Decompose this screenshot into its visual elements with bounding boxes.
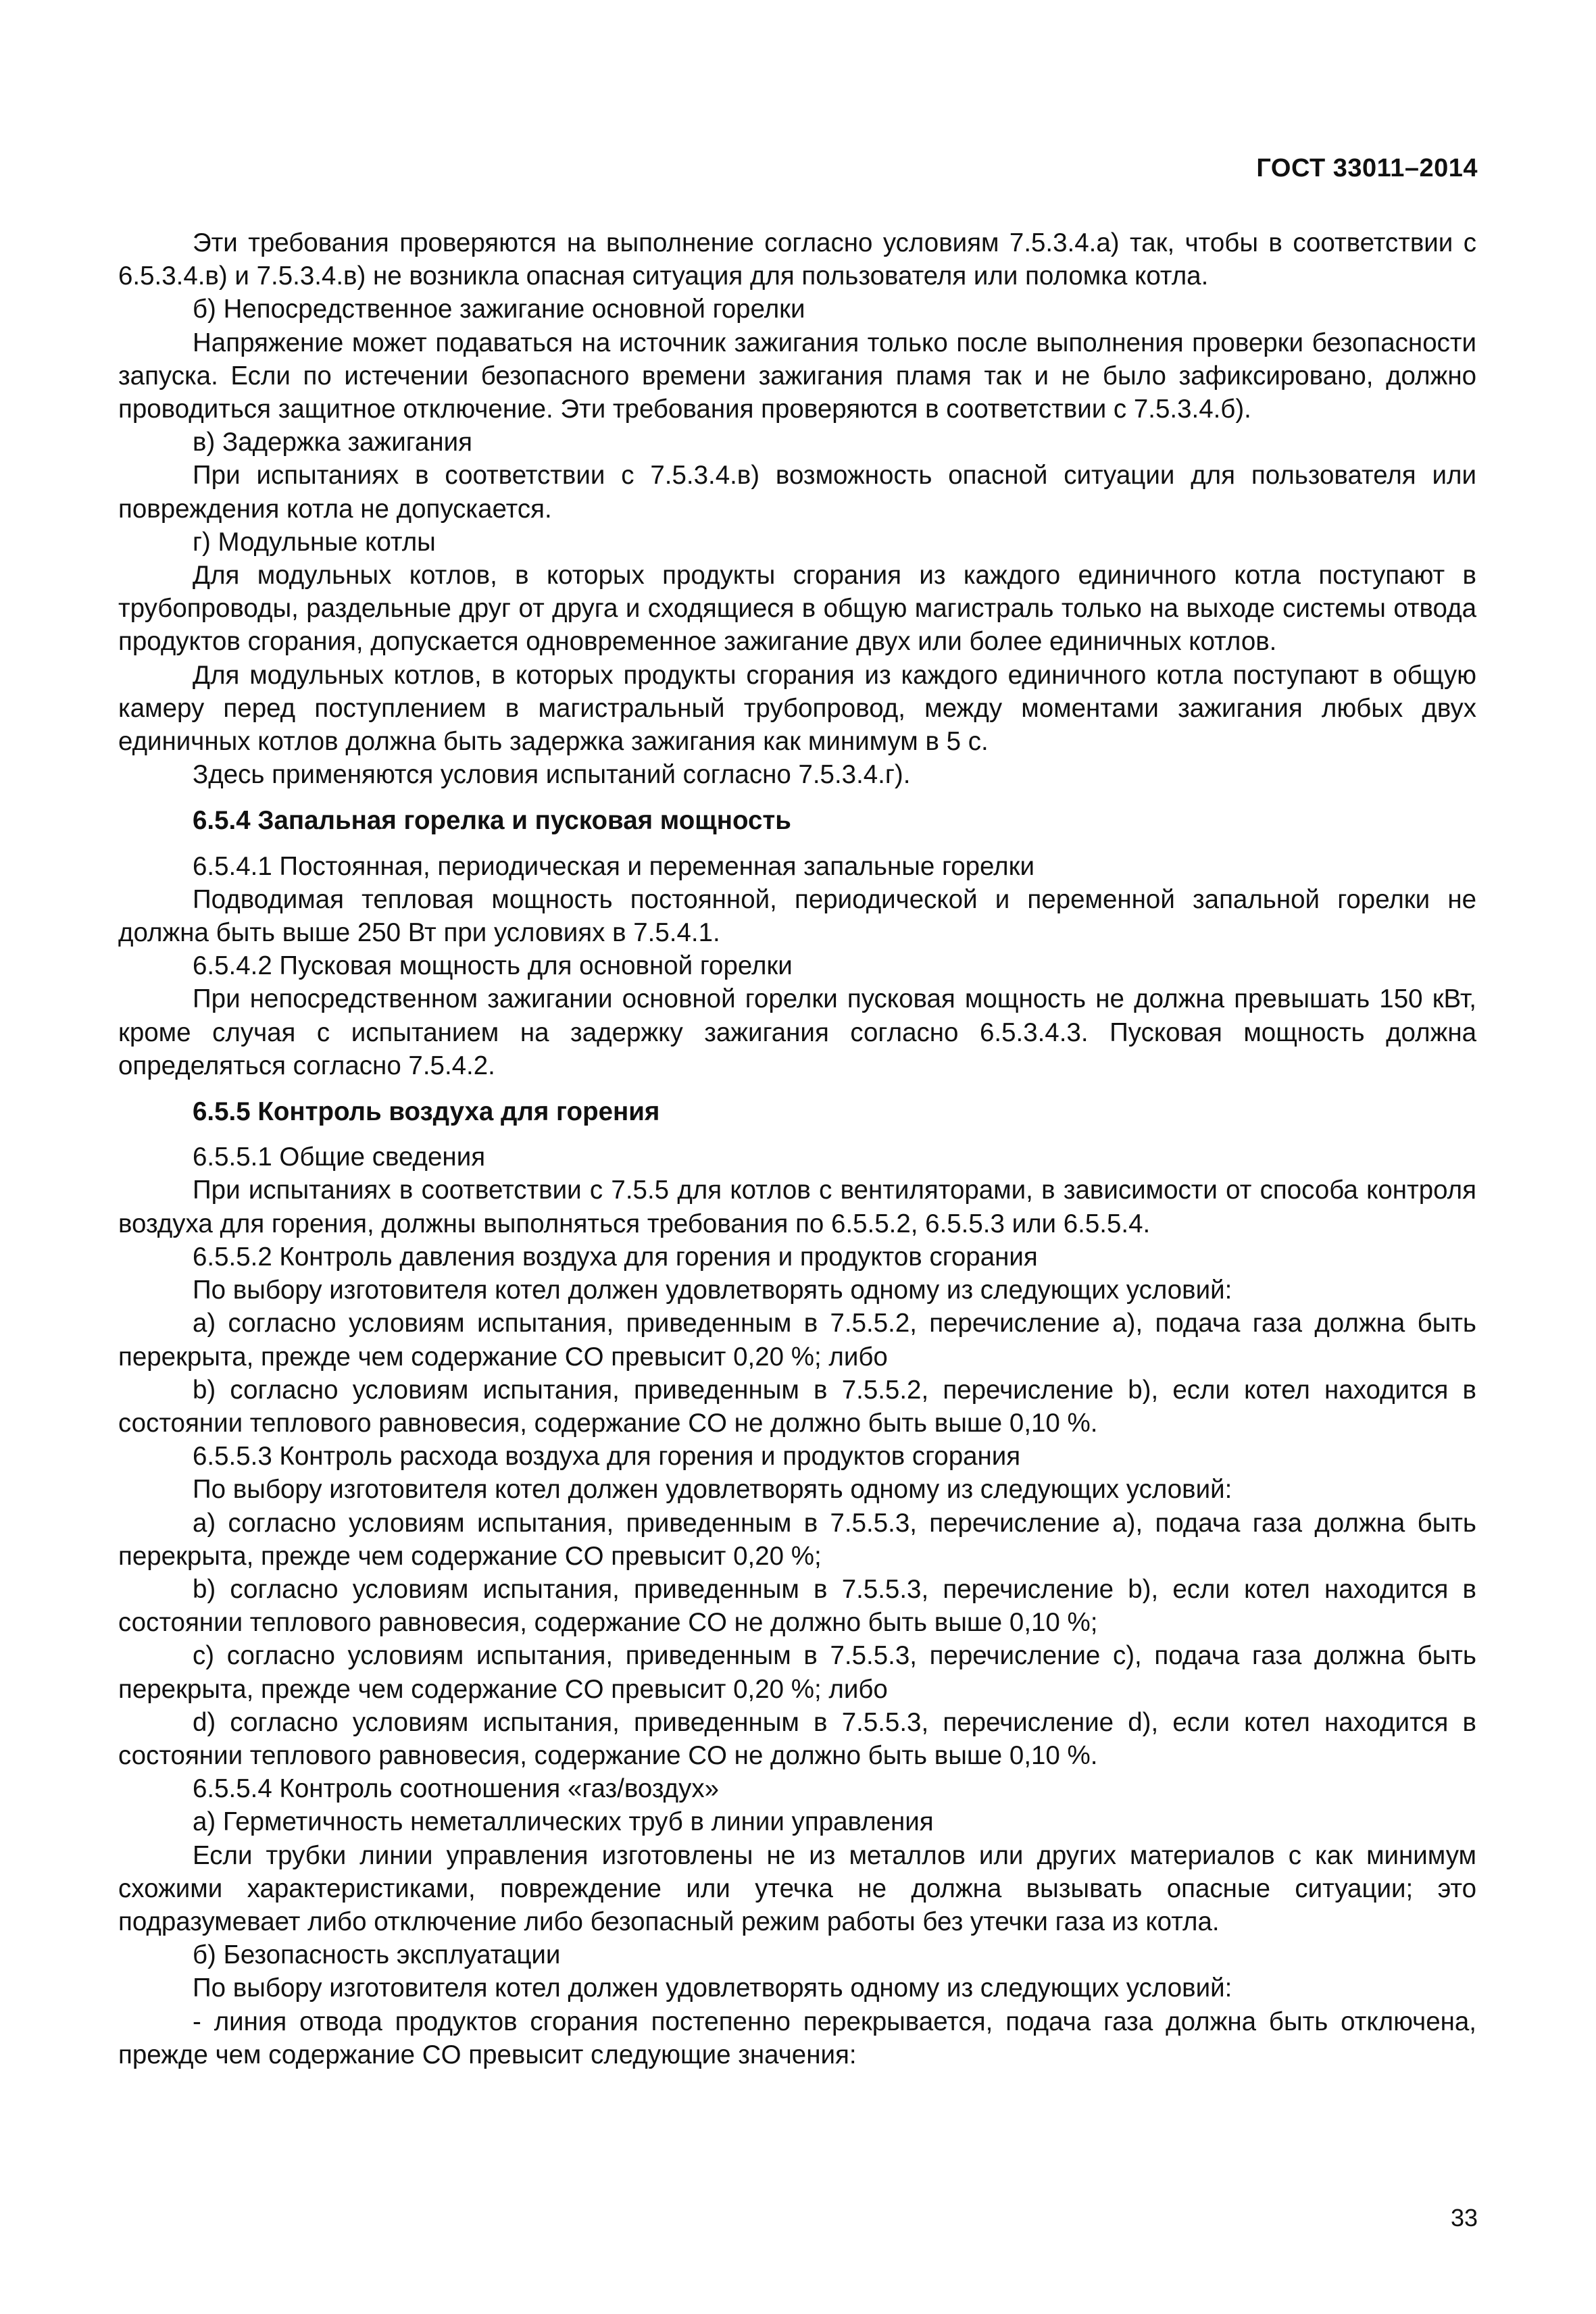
paragraph: Подводимая тепловая мощность постоянной, периодической и переменной запальной горелки не должна быть выше 250 Вт при условиях в 7.5.4.1. xyxy=(118,884,1476,948)
section-heading-6-5-5: 6.5.5 Контроль воздуха для горения xyxy=(193,1097,660,1127)
paragraph: а) Герметичность неметаллических труб в линии управления xyxy=(193,1807,934,1837)
paragraph: При испытаниях в соответствии с 7.5.3.4.в) возможность опасной ситуации для пользователя или повреждения котла не допускается. xyxy=(118,461,1476,524)
paragraph: 6.5.5.4 Контроль соотношения «газ/воздух» xyxy=(193,1774,720,1804)
section-heading-6-5-4: 6.5.4 Запальная горелка и пусковая мощность xyxy=(193,806,791,836)
standard-code-header: ГОСТ 33011–2014 xyxy=(1256,154,1478,182)
paragraph: 6.5.5.1 Общие сведения xyxy=(193,1142,486,1172)
paragraph: в) Задержка зажигания xyxy=(193,428,473,457)
paragraph: - линия отвода продуктов сгорания постепенно перекрывается, подача газа должна быть отключена, прежде чем содержание CO превысит следующие значения: xyxy=(118,2007,1476,2069)
paragraph: Для модульных котлов, в которых продукты сгорания из каждого единичного котла поступают в трубопроводы, раздельные друг от друга и сходящиеся в общую магистраль только на выходе системы отвода продуктов сгорания, допускается одновременное зажигание двух или более единичных котлов. xyxy=(118,561,1476,657)
document-body xyxy=(118,226,1476,2071)
paragraph: При непосредственном зажигании основной горелки пусковая мощность не должна превышать 150 кВт, кроме случая с испытанием на задержку зажигания согласно 6.5.3.4.3. Пусковая мощность должна определяться согласно 7.5.4.2. xyxy=(118,984,1476,1080)
paragraph: c) согласно условиям испытания, приведенным в 7.5.5.3, перечисление c), подача газа должна быть перекрыта, прежде чем содержание CO превысит 0,20 %; либо xyxy=(118,1641,1476,1704)
paragraph: a) согласно условиям испытания, приведенным в 7.5.5.3, перечисление a), подача газа должна быть перекрыта, прежде чем содержание CO превысит 0,20 %; xyxy=(118,1508,1476,1571)
paragraph: b) согласно условиям испытания, приведенным в 7.5.5.3, перечисление b), если котел находится в состоянии теплового равновесия, содержание CO не должно быть выше 0,10 %; xyxy=(118,1574,1476,1638)
paragraph: 6.5.5.2 Контроль давления воздуха для горения и продуктов сгорания xyxy=(193,1242,1038,1272)
paragraph: a) согласно условиям испытания, приведенным в 7.5.5.2, перечисление a), подача газа должна быть перекрыта, прежде чем содержание CO превысит 0,20 %; либо xyxy=(118,1309,1476,1372)
paragraph: По выбору изготовителя котел должен удовлетворять одному из следующих условий: xyxy=(193,1276,1232,1305)
paragraph: 6.5.4.1 Постоянная, периодическая и переменная запальные горелки xyxy=(193,851,1034,881)
paragraph: По выбору изготовителя котел должен удовлетворять одному из следующих условий: xyxy=(193,1475,1232,1505)
paragraph: По выбору изготовителя котел должен удовлетворять одному из следующих условий: xyxy=(193,1973,1232,2003)
paragraph: Эти требования проверяются на выполнение согласно условиям 7.5.3.4.а) так, чтобы в соответствии с 6.5.3.4.в) и 7.5.3.4.в) не возникла опасная ситуация для пользователя или поломка котла. xyxy=(118,228,1476,291)
paragraph: Для модульных котлов, в которых продукты сгорания из каждого единичного котла поступают в общую камеру перед поступлением в магистральный трубопровод, между моментами зажигания любых двух единичных котлов должна быть задержка зажигания как минимум в 5 с. xyxy=(118,660,1476,757)
paragraph: d) согласно условиям испытания, приведенным в 7.5.5.3, перечисление d), если котел находится в состоянии теплового равновесия, содержание CO не должно быть выше 0,10 %. xyxy=(118,1707,1476,1770)
paragraph: Если трубки линии управления изготовлены не из металлов или других материалов с как минимум схожими характеристиками, повреждение или утечка не должна вызывать опасные ситуации; это подразумевает либо отключение либо безопасный режим работы без утечки газа из котла. xyxy=(118,1840,1476,1936)
paragraph: Напряжение может подаваться на источник зажигания только после выполнения проверки безопасности запуска. Если по истечении безопасного времени зажигания пламя так и не было зафиксировано, должно проводиться защитное отключение. Эти требования проверяются в соответствии с 7.5.3.4.б). xyxy=(118,328,1476,424)
paragraph: При испытаниях в соответствии с 7.5.5 для котлов с вентиляторами, в зависимости от способа контроля воздуха для горения, должны выполняться требования по 6.5.5.2, 6.5.5.3 или 6.5.5.4. xyxy=(118,1176,1476,1238)
page-number: 33 xyxy=(1450,2204,1478,2232)
paragraph: б) Безопасность эксплуатации xyxy=(193,1940,561,1970)
paragraph: 6.5.5.3 Контроль расхода воздуха для горения и продуктов сгорания xyxy=(193,1442,1021,1472)
paragraph: г) Модульные котлы xyxy=(193,527,436,557)
paragraph: Здесь применяются условия испытаний согласно 7.5.3.4.г). xyxy=(193,760,911,790)
paragraph: б) Непосредственное зажигание основной горелки xyxy=(193,295,805,324)
paragraph: b) согласно условиям испытания, приведенным в 7.5.5.2, перечисление b), если котел находится в состоянии теплового равновесия, содержание CO не должно быть выше 0,10 %. xyxy=(118,1375,1476,1438)
paragraph: 6.5.4.2 Пусковая мощность для основной горелки xyxy=(193,951,793,981)
